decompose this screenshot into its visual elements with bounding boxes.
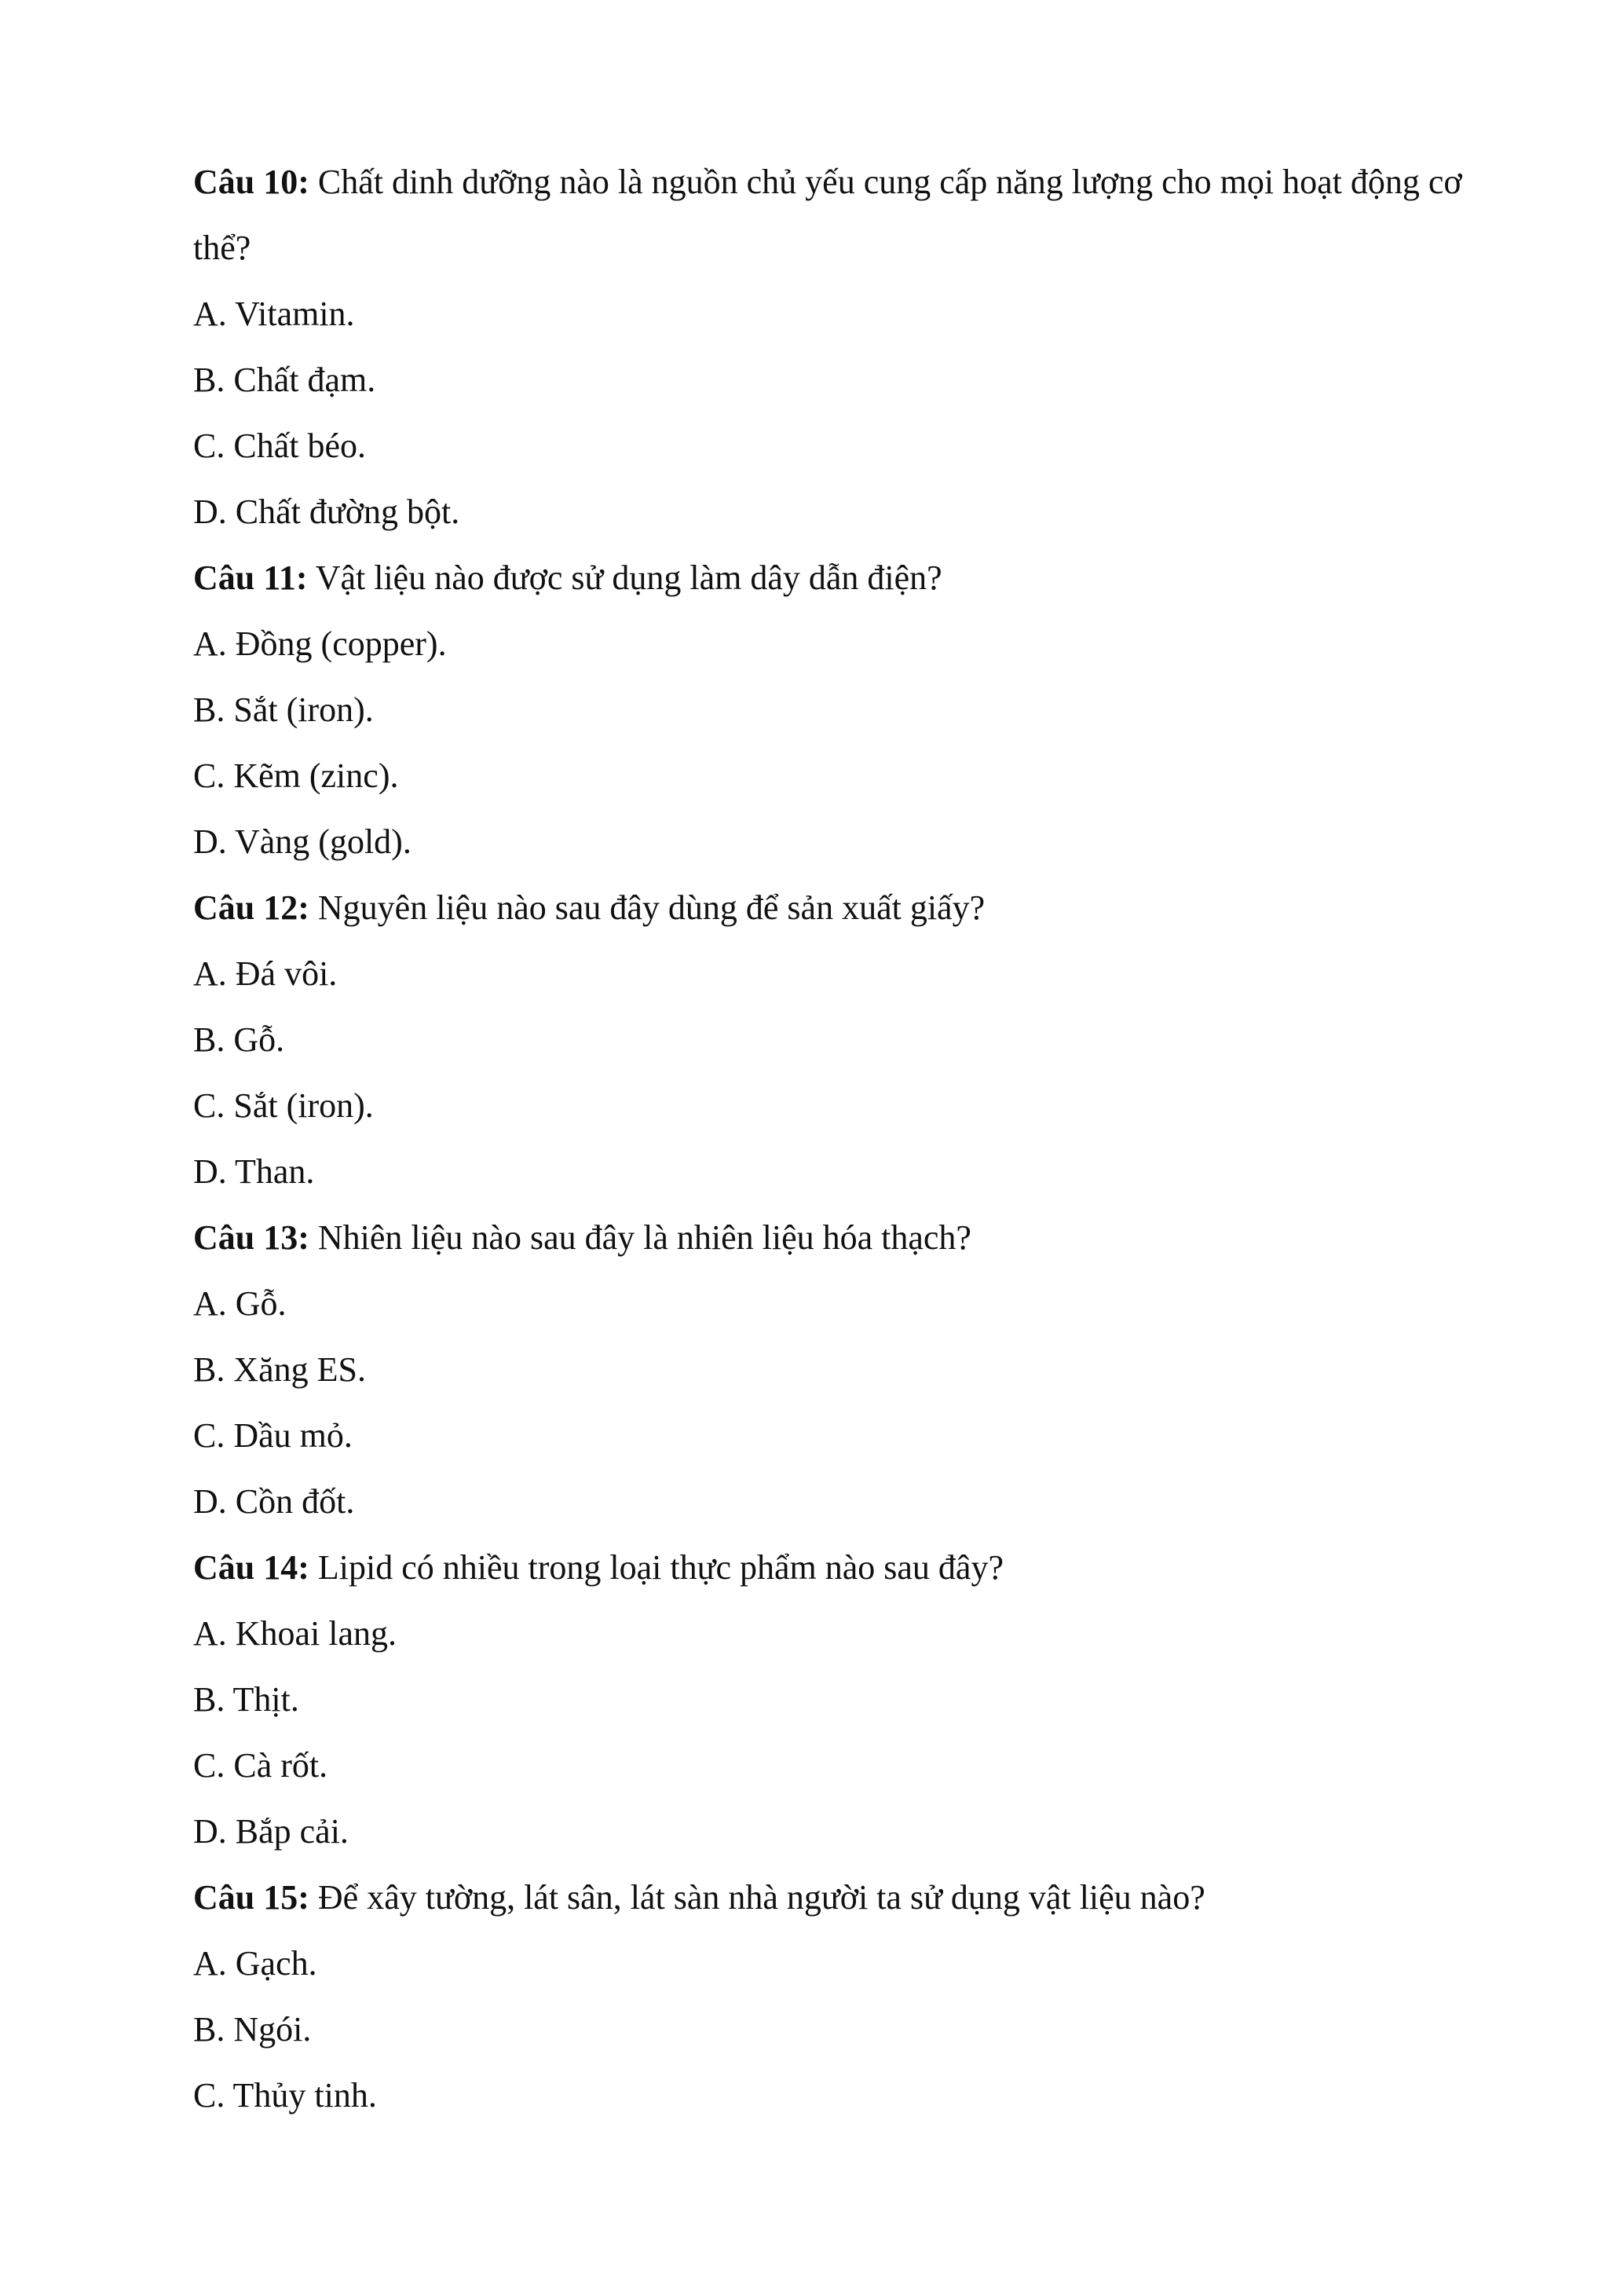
option-d: D. Than. <box>193 1152 315 1191</box>
question-label: Câu 12: <box>193 888 309 927</box>
question-text: Chất dinh dưỡng nào là nguồn chủ yếu cung cấp năng lượng cho mọi hoạt động cơ thể? <box>193 163 1462 267</box>
option-b: B. Xăng ES. <box>193 1350 366 1389</box>
question-label: Câu 11: <box>193 558 308 597</box>
option-b: B. Sắt (iron). <box>193 690 374 729</box>
question-label: Câu 15: <box>193 1878 309 1917</box>
option-a: A. Đồng (copper). <box>193 624 447 663</box>
question-15 <box>193 1865 1489 2129</box>
option-b: B. Thịt. <box>193 1680 299 1719</box>
question-11 <box>193 545 1489 875</box>
option-d: D. Cồn đốt. <box>193 1482 355 1521</box>
question-13 <box>193 1205 1489 1535</box>
option-b: B. Gỗ. <box>193 1020 285 1059</box>
question-10 <box>193 149 1489 545</box>
question-14 <box>193 1535 1489 1865</box>
question-list <box>193 149 1489 2129</box>
option-d: D. Chất đường bột. <box>193 493 460 531</box>
option-c: C. Cà rốt. <box>193 1746 328 1785</box>
question-text: Lipid có nhiều trong loại thực phẩm nào sau đây? <box>309 1548 1004 1587</box>
question-text: Nguyên liệu nào sau đây dùng để sản xuất giấy? <box>309 888 986 927</box>
option-a: A. Vitamin. <box>193 295 355 333</box>
option-b: B. Ngói. <box>193 2010 312 2049</box>
option-d: D. Vàng (gold). <box>193 822 411 861</box>
option-c: C. Chất béo. <box>193 427 366 465</box>
option-a: A. Đá vôi. <box>193 954 338 993</box>
option-a: A. Khoai lang. <box>193 1614 397 1653</box>
option-a: A. Gạch. <box>193 1944 317 1983</box>
question-stem <box>193 1205 1489 1271</box>
question-text: Để xây tường, lát sân, lát sàn nhà người ta sử dụng vật liệu nào? <box>309 1878 1205 1917</box>
question-label: Câu 13: <box>193 1218 309 1257</box>
question-stem <box>193 1865 1489 1931</box>
option-c: C. Thủy tinh. <box>193 2076 377 2115</box>
option-c: C. Dầu mỏ. <box>193 1416 353 1455</box>
question-12 <box>193 875 1489 1205</box>
option-c: C. Sắt (iron). <box>193 1086 374 1125</box>
option-c: C. Kẽm (zinc). <box>193 756 399 795</box>
question-stem <box>193 1535 1489 1601</box>
option-b: B. Chất đạm. <box>193 361 376 399</box>
question-label: Câu 10: <box>193 163 309 201</box>
question-stem <box>193 149 1489 281</box>
question-stem <box>193 545 1489 611</box>
question-stem <box>193 875 1489 941</box>
question-text: Nhiên liệu nào sau đây là nhiên liệu hóa thạch? <box>309 1218 971 1257</box>
option-d: D. Bắp cải. <box>193 1812 349 1851</box>
question-label: Câu 14: <box>193 1548 309 1587</box>
option-a: A. Gỗ. <box>193 1284 287 1323</box>
question-text: Vật liệu nào được sử dụng làm dây dẫn điện? <box>307 558 942 597</box>
